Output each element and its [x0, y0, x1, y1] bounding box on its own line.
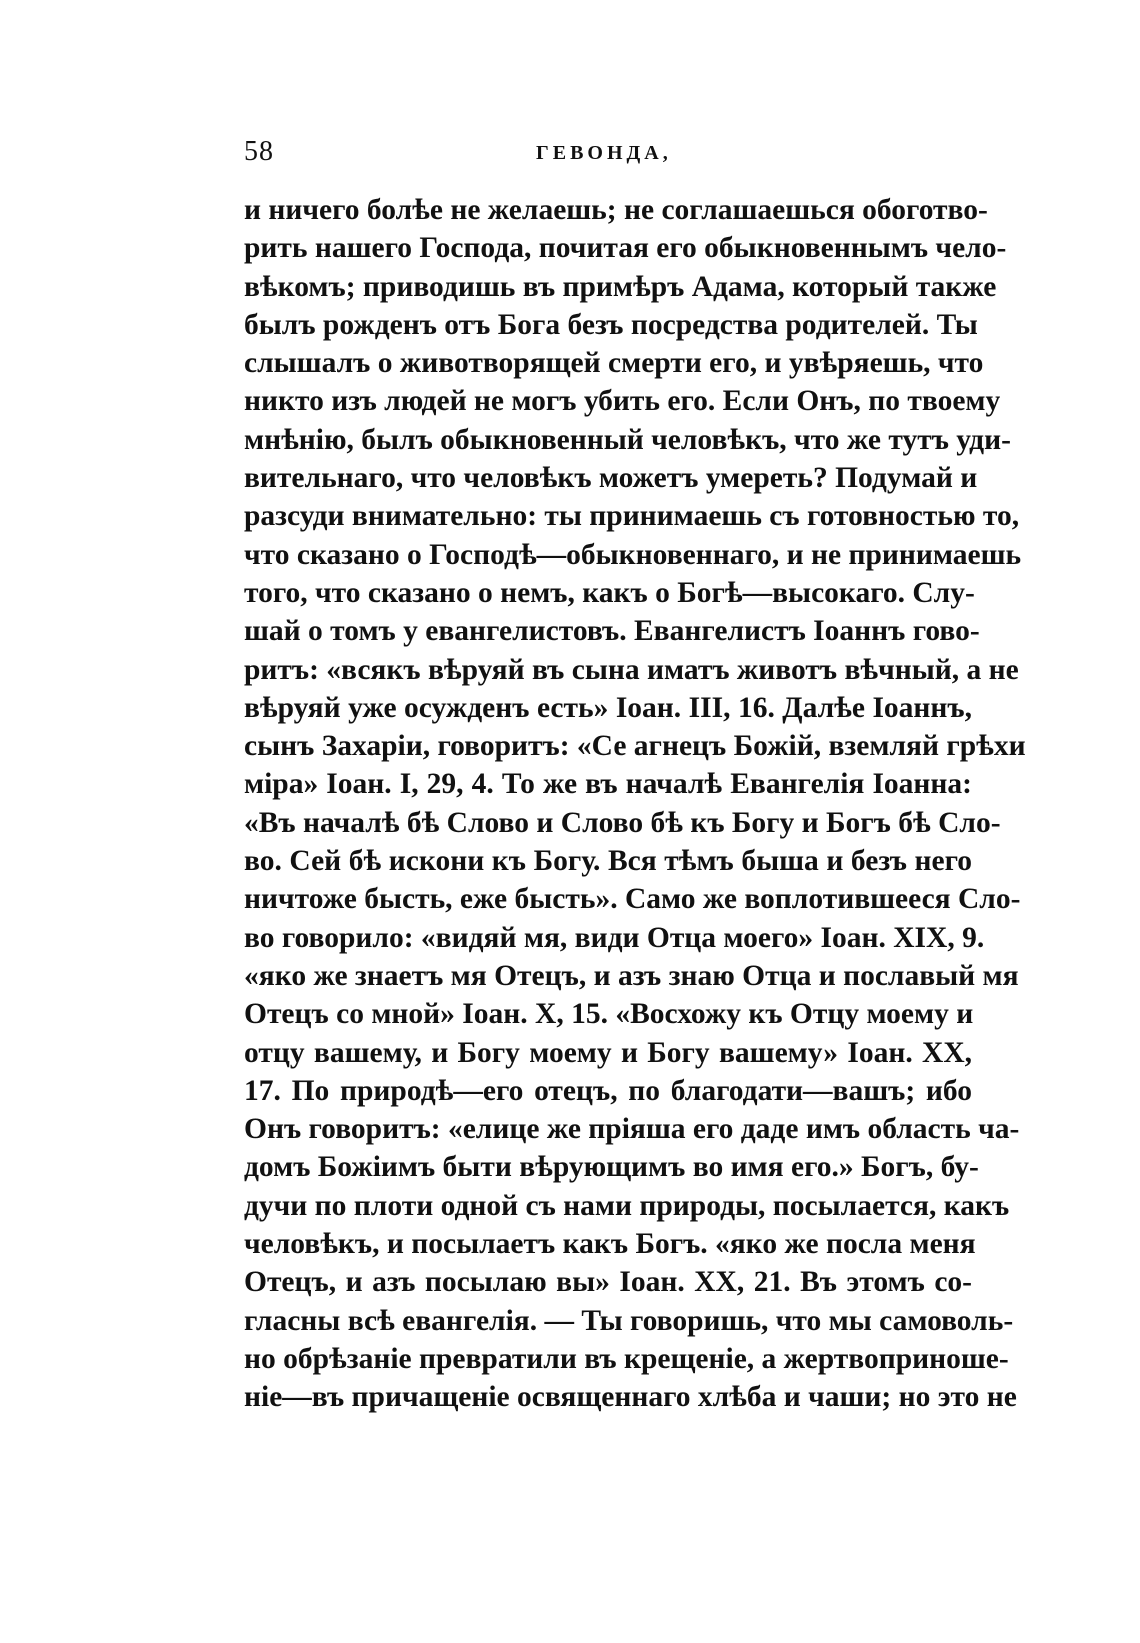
- text-line: никто изъ людей не могъ убить его. Если Онъ, по твоему: [244, 385, 1001, 418]
- text-line: рить нашего Господа, почитая его обыкновеннымъ чело-: [244, 232, 1007, 265]
- page-header: [244, 136, 972, 176]
- text-line: и ничего болѣе не желаешь; не соглашаешься обоготво-: [244, 194, 988, 226]
- text-line: Отецъ со мной» Іоан. X, 15. «Восхожу къ Отцу моему и: [244, 998, 974, 1031]
- text-line: шай о томъ у евангелистовъ. Евангелистъ Іоаннъ гово-: [244, 615, 980, 648]
- text-line: Отецъ, и азъ посылаю вы» Іоан. XX, 21. Въ этомъ со-: [244, 1266, 972, 1299]
- text-line: человѣкъ, и посылаетъ какъ Богъ. «яко же посла меня: [244, 1228, 976, 1261]
- text-line: слышалъ о животворящей смерти его, и увѣряешь, что: [244, 347, 984, 380]
- text-line: того, что сказано о немъ, какъ о Богѣ—высокаго. Слу-: [244, 576, 975, 609]
- text-line: вительнаго, что человѣкъ можетъ умереть? Подумай и: [244, 462, 978, 495]
- text-line: міра» Іоан. I, 29, 4. То же въ началѣ Евангелія Іоанна:: [244, 768, 972, 801]
- text-line: во говорило: «видяй мя, види Отца моего» Іоан. XIX, 9.: [244, 921, 985, 954]
- text-line: что сказано о Господѣ—обыкновеннаго, и не принимаешь: [244, 538, 1022, 571]
- text-line: мнѣнію, былъ обыкновенный человѣкъ, что же тутъ уди-: [244, 423, 1011, 456]
- text-line: вѣкомъ; приводишь въ примѣръ Адама, который также: [244, 270, 997, 303]
- text-line: ритъ: «всякъ вѣруяй въ сына иматъ животъ вѣчный, а не: [244, 653, 1019, 686]
- text-line: но обрѣзаніе превратили въ крещеніе, а жертвоприноше-: [244, 1342, 1009, 1375]
- text-line: Онъ говоритъ: «елице же пріяша его даде имъ область ча-: [244, 1113, 1020, 1146]
- text-line: гласны всѣ евангелія. — Ты говоришь, что мы самоволь-: [244, 1304, 1014, 1337]
- text-line: былъ рожденъ отъ Бога безъ посредства родителей. Ты: [244, 308, 978, 341]
- text-line: сынъ Захаріи, говоритъ: «Се агнецъ Божій, вземляй грѣхи: [244, 730, 1026, 763]
- text-line: ніе—въ причащеніе освященнаго хлѣба и чаши; но это не: [244, 1381, 1017, 1414]
- text-line: дучи по плоти одной съ нами природы, посылается, какъ: [244, 1189, 1010, 1222]
- page-number: 58: [244, 136, 274, 167]
- body-text: [244, 191, 1026, 1417]
- text-line: ничтоже бысть, еже бысть». Само же воплотившееся Сло-: [244, 883, 1021, 916]
- text-line: домъ Божіимъ быти вѣрующимъ во имя его.» Богъ, бу-: [244, 1151, 979, 1184]
- text-line: «Въ началѣ бѣ Слово и Слово бѣ къ Богу и Богъ бѣ Сло-: [244, 806, 1001, 839]
- text-line: разсуди внимательно: ты принимаешь съ готовностью то,: [244, 500, 1020, 533]
- running-head: ГЕВОНДА,: [536, 142, 672, 164]
- text-line: во. Сей бѣ искони къ Богу. Вся тѣмъ быша и безъ него: [244, 845, 972, 878]
- text-line: вѣруяй уже осужденъ есть» Іоан. III, 16. Далѣе Іоаннъ,: [244, 691, 972, 724]
- text-line: 17. По природѣ—его отецъ, по благодати—вашъ; ибо: [244, 1074, 972, 1107]
- text-line: «яко же знаетъ мя Отецъ, и азъ знаю Отца и пославый мя: [244, 959, 1019, 992]
- text-line: отцу вашему, и Богу моему и Богу вашему» Іоан. XX,: [244, 1036, 972, 1069]
